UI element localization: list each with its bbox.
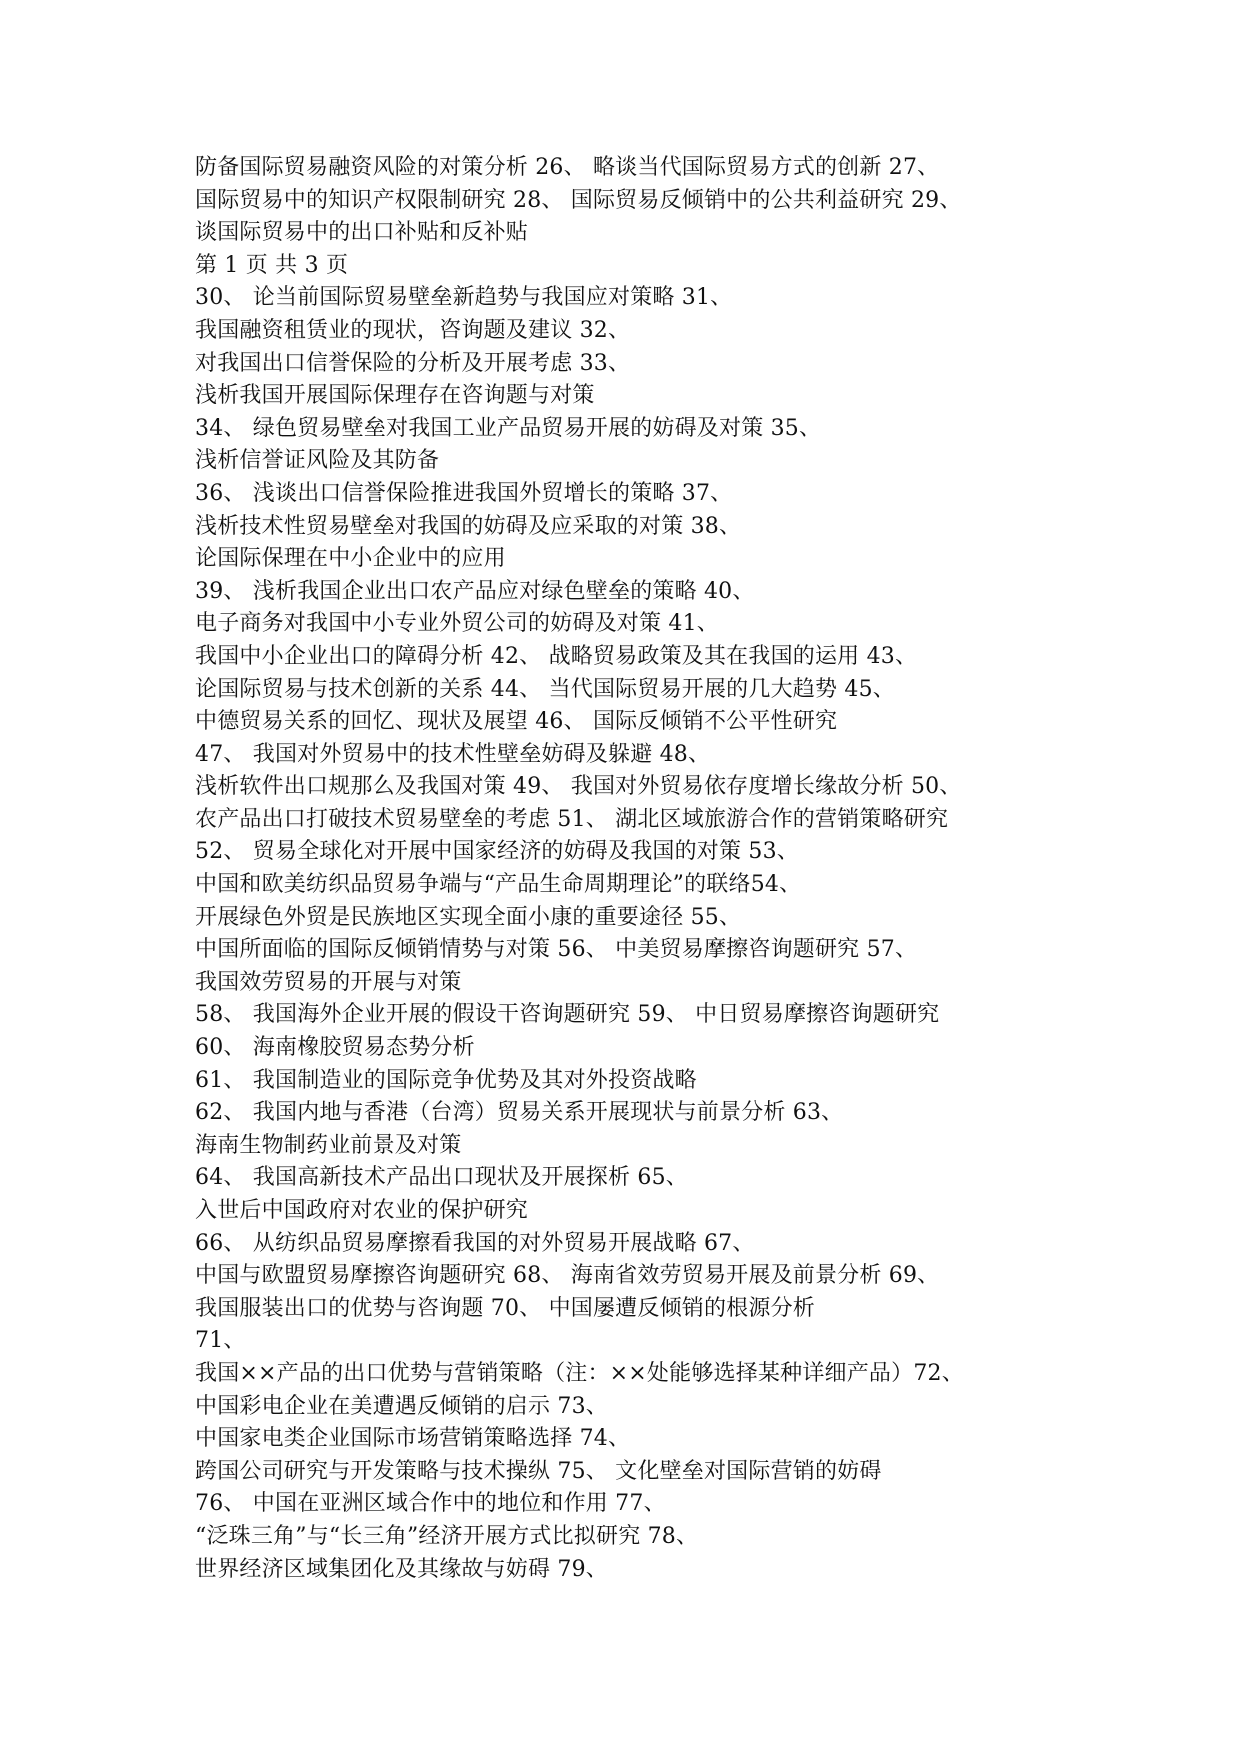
text-line: “泛珠三角”与“长三角”经济开展方式比拟研究 78、 bbox=[195, 1523, 699, 1549]
text-line: 52、 贸易全球化对开展中国家经济的妨碍及我国的对策 53、 bbox=[195, 839, 799, 865]
text-line: 36、 浅谈出口信誉保险推进我国外贸增长的策略 37、 bbox=[195, 480, 733, 506]
text-line: 39、 浅析我国企业出口农产品应对绿色壁垒的策略 40、 bbox=[195, 578, 755, 604]
page-number: 第 1 页 共 3 页 bbox=[195, 252, 349, 278]
text-line: 我国中小企业出口的障碍分析 42、 战略贸易政策及其在我国的运用 43、 bbox=[195, 643, 918, 669]
text-line: 中国彩电企业在美遭遇反倾销的启示 73、 bbox=[195, 1393, 608, 1419]
text-line: 海南生物制药业前景及对策 bbox=[195, 1132, 462, 1158]
text-line: 国际贸易中的知识产权限制研究 28、 国际贸易反倾销中的公共利益研究 29、 bbox=[195, 187, 962, 213]
text-line: 47、 我国对外贸易中的技术性壁垒妨碍及躲避 48、 bbox=[195, 741, 711, 767]
text-line: 中国家电类企业国际市场营销策略选择 74、 bbox=[195, 1426, 631, 1452]
text-line: 中国和欧美纺织品贸易争端与“产品生命周期理论”的联络54、 bbox=[195, 872, 802, 898]
text-line: 我国融资租赁业的现状，咨询题及建议 32、 bbox=[195, 317, 631, 343]
text-line: 农产品出口打破技术贸易壁垒的考虑 51、 湖北区域旅游合作的营销策略研究 bbox=[195, 806, 949, 832]
text-line: 跨国公司研究与开发策略与技术操纵 75、 文化壁垒对国际营销的妨碍 bbox=[195, 1458, 882, 1484]
text-line: 中德贸易关系的回忆、现状及展望 46、 国际反倾销不公平性研究 bbox=[195, 709, 838, 735]
text-line: 30、 论当前国际贸易壁垒新趋势与我国应对策略 31、 bbox=[195, 285, 733, 311]
text-line: 世界经济区域集团化及其缘故与妨碍 79、 bbox=[195, 1556, 608, 1582]
text-line: 71、 bbox=[195, 1328, 246, 1354]
text-line: 防备国际贸易融资风险的对策分析 26、 略谈当代国际贸易方式的创新 27、 bbox=[195, 155, 940, 180]
text-line: 浅析我国开展国际保理存在咨询题与对策 bbox=[195, 383, 595, 409]
text-line: 浅析技术性贸易壁垒对我国的妨碍及应采取的对策 38、 bbox=[195, 513, 742, 539]
text-line: 34、 绿色贸易壁垒对我国工业产品贸易开展的妨碍及对策 35、 bbox=[195, 415, 822, 441]
text-line: 浅析软件出口规那么及我国对策 49、 我国对外贸易依存度增长缘故分析 50、 bbox=[195, 774, 962, 800]
document-body bbox=[195, 152, 1205, 1586]
text-line: 浅析信誉证风险及其防备 bbox=[195, 448, 440, 474]
text-line: 62、 我国内地与香港（台湾）贸易关系开展现状与前景分析 63、 bbox=[195, 1100, 844, 1126]
text-line: 论国际保理在中小企业中的应用 bbox=[195, 546, 506, 572]
text-line: 论国际贸易与技术创新的关系 44、 当代国际贸易开展的几大趋势 45、 bbox=[195, 676, 895, 702]
text-line: 64、 我国高新技术产品出口现状及开展探析 65、 bbox=[195, 1165, 688, 1191]
text-line: 我国服装出口的优势与咨询题 70、 中国屡遭反倾销的根源分析 bbox=[195, 1295, 815, 1321]
text-line: 58、 我国海外企业开展的假设干咨询题研究 59、 中日贸易摩擦咨询题研究 bbox=[195, 1002, 940, 1028]
text-line: 谈国际贸易中的出口补贴和反补贴 bbox=[195, 220, 529, 246]
text-line: 我国效劳贸易的开展与对策 bbox=[195, 969, 462, 995]
text-line: 66、 从纺织品贸易摩擦看我国的对外贸易开展战略 67、 bbox=[195, 1230, 755, 1256]
text-line: 对我国出口信誉保险的分析及开展考虑 33、 bbox=[195, 350, 631, 376]
text-line: 入世后中国政府对农业的保护研究 bbox=[195, 1198, 529, 1223]
text-line: 中国所面临的国际反倾销情势与对策 56、 中美贸易摩擦咨询题研究 57、 bbox=[195, 937, 918, 963]
text-line: 电子商务对我国中小专业外贸公司的妨碍及对策 41、 bbox=[195, 611, 719, 637]
text-line: 60、 海南橡胶贸易态势分析 bbox=[195, 1035, 475, 1061]
text-line: 开展绿色外贸是民族地区实现全面小康的重要途径 55、 bbox=[195, 904, 742, 930]
text-line: 61、 我国制造业的国际竞争优势及其对外投资战略 bbox=[195, 1067, 697, 1093]
text-line: 中国与欧盟贸易摩擦咨询题研究 68、 海南省效劳贸易开展及前景分析 69、 bbox=[195, 1263, 940, 1289]
text-line: 76、 中国在亚洲区域合作中的地位和作用 77、 bbox=[195, 1491, 666, 1517]
text-line: 我国××产品的出口优势与营销策略（注：××处能够选择某种详细产品）72、 bbox=[195, 1360, 964, 1386]
